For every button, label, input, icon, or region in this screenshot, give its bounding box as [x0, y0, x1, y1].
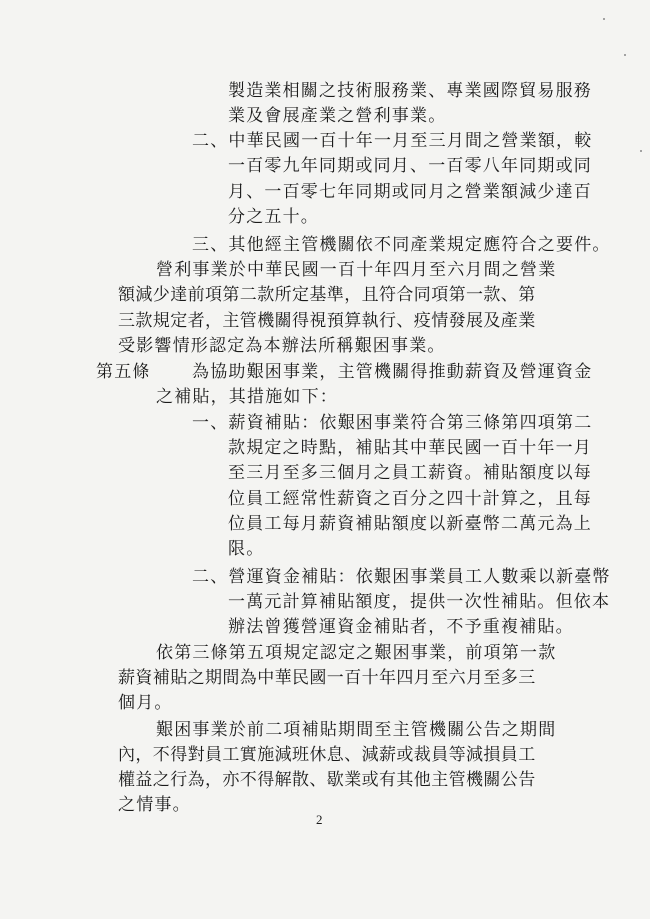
text-line: 辦法曾獲營運資金補貼者，不予重複補貼。	[228, 617, 574, 637]
text-line: 之情事。	[118, 795, 191, 815]
text-line: 二、中華民國一百十年一月至三月間之營業額，較	[192, 131, 593, 151]
text-line: 艱困事業於前二項補貼期間至主管機關公告之期間	[156, 720, 557, 740]
text-line: 內，不得對員工實施減班休息、減薪或裁員等減損員工	[118, 745, 536, 765]
text-line: 位員工經常性薪資之百分之四十計算之，且每	[228, 489, 592, 509]
text-line: 業及會展產業之營利事業。	[228, 106, 447, 126]
text-line: 製造業相關之技術服務業、專業國際貿易服務	[228, 81, 592, 101]
text-line: 營利事業於中華民國一百十年四月至六月間之營業	[156, 260, 557, 280]
text-line: 二、營運資金補貼：依艱困事業員工人數乘以新臺幣	[192, 567, 611, 587]
text-line: 之補貼，其措施如下：	[156, 387, 338, 407]
text-line: 位員工每月薪資補貼額度以新臺幣二萬元為上	[228, 514, 592, 534]
text-line: 一百零九年同期或同月、一百零八年同期或同	[228, 156, 592, 176]
text-line: 一萬元計算補貼額度，提供一次性補貼。但依本	[228, 592, 611, 612]
text-line: 權益之行為，亦不得解散、歇業或有其他主管機關公告	[118, 770, 536, 790]
text-line: 至三月至多三個月之員工薪資。補貼額度以每	[228, 463, 592, 483]
article-heading: 第五條	[96, 362, 151, 382]
text-line: 分之五十。	[228, 207, 319, 227]
scan-speck	[640, 150, 642, 152]
text-line: 月、一百零七年同期或同月之營業額減少達百	[228, 182, 592, 202]
scan-speck	[603, 18, 605, 20]
text-line: 受影響情形認定為本辦法所稱艱困事業。	[118, 336, 446, 356]
page-number: 2	[316, 812, 323, 827]
text-line: 限。	[228, 539, 265, 559]
text-line: 三、其他經主管機關依不同產業規定應符合之要件。	[192, 235, 611, 255]
text-line: 三款規定者，主管機關得視預算執行、疫情發展及產業	[118, 311, 536, 331]
text-line: 依第三條第五項規定認定之艱困事業，前項第一款	[156, 643, 557, 663]
text-line: 個月。	[118, 693, 173, 713]
text-line: 款規定之時點，補貼其中華民國一百十年一月	[228, 438, 592, 458]
text-line: 一、薪資補貼：依艱困事業符合第三條第四項第二	[192, 413, 593, 433]
scan-speck	[624, 54, 626, 56]
text-line: 為協助艱困事業，主管機關得推動薪資及營運資金	[192, 362, 593, 382]
text-line: 薪資補貼之期間為中華民國一百十年四月至六月至多三	[118, 668, 536, 688]
text-line: 額減少達前項第二款所定基準，且符合同項第一款、第	[118, 285, 536, 305]
